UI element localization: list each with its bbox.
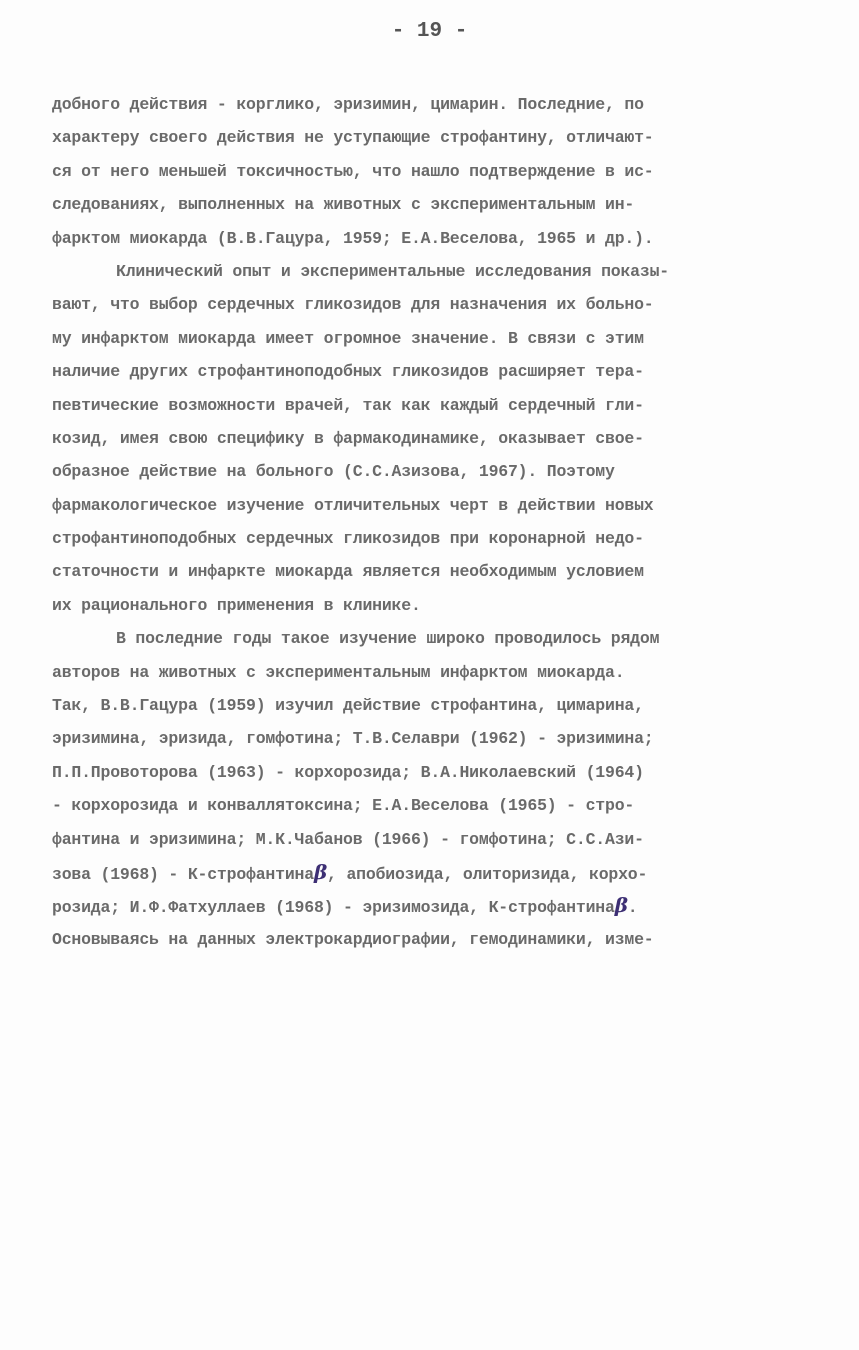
text-line: следованиях, выполненных на животных с экспериментальным ин- <box>52 195 635 215</box>
text-line: фантина и эризимина; М.К.Чабанов (1966) - гомфотина; С.С.Ази- <box>52 829 644 849</box>
text-line: - корхорозида и конваллятоксина; Е.А.Веселова (1965) - стро- <box>52 796 635 816</box>
text-line: образное действие на больного (С.С.Азизова, 1967). Поэтому <box>52 462 615 482</box>
text-line: Так, В.В.Гацура (1959) изучил действие строфантина, цимарина, <box>52 696 644 716</box>
text-line: фармакологическое изучение отличительных черт в действии новых <box>52 495 654 515</box>
text-line: Клинический опыт и экспериментальные исследования показы- <box>116 261 669 281</box>
text-segment: . <box>627 898 638 918</box>
text-line: их рационального применения в клинике. <box>52 595 421 615</box>
text-line: добного действия - корглико, эризимин, цимарин. Последние, по <box>52 95 644 114</box>
text-line: му инфарктом миокарда имеет огромное значение. В связи с этим <box>52 328 644 348</box>
page-number: - 19 - <box>391 20 468 43</box>
body-text <box>52 88 812 956</box>
text-segment: , апобиозида, олиторизида, корхо- <box>327 864 648 884</box>
text-line: фарктом миокарда (В.В.Гацура, 1959; Е.А.Веселова, 1965 и др.). <box>52 228 654 248</box>
text-segment: розида; И.Ф.Фатхуллаев (1968) - эризимозида, К-строфантина <box>52 898 615 918</box>
text-line: эризимина, эризида, гомфотина; Т.В.Селаври (1962) - эризимина; <box>52 729 654 749</box>
text-line: строфантиноподобных сердечных гликозидов при коронарной недо- <box>52 529 644 549</box>
text-line: характеру своего действия не уступающие строфантину, отличают- <box>52 128 654 148</box>
text-line: ся от него меньшей токсичностью, что нашло подтверждение в ис- <box>52 161 654 181</box>
text-segment: зова (1968) - К-строфантина <box>52 864 314 884</box>
text-line: авторов на животных с экспериментальным инфарктом миокарда. <box>52 662 625 682</box>
text-line-with-beta <box>52 856 812 889</box>
text-line: В последние годы такое изучение широко проводилось рядом <box>116 629 660 649</box>
text-line: вают, что выбор сердечных гликозидов для назначения их больно- <box>52 295 654 315</box>
text-line: Основываясь на данных электрокардиографии, гемодинамики, изме- <box>52 929 654 949</box>
text-line: певтические возможности врачей, так как каждый сердечный гли- <box>52 395 644 415</box>
text-line: наличие других строфантиноподобных гликозидов расширяет тера- <box>52 362 644 382</box>
text-line-with-beta <box>52 889 812 922</box>
beta-symbol: β <box>313 859 328 884</box>
beta-symbol: β <box>614 893 628 918</box>
text-line: статочности и инфаркте миокарда является необходимым условием <box>52 562 644 582</box>
text-line: козид, имея свою специфику в фармакодинамике, оказывает свое- <box>52 428 644 448</box>
text-line: П.П.Провоторова (1963) - корхорозида; В.А.Николаевский (1964) <box>52 762 644 782</box>
